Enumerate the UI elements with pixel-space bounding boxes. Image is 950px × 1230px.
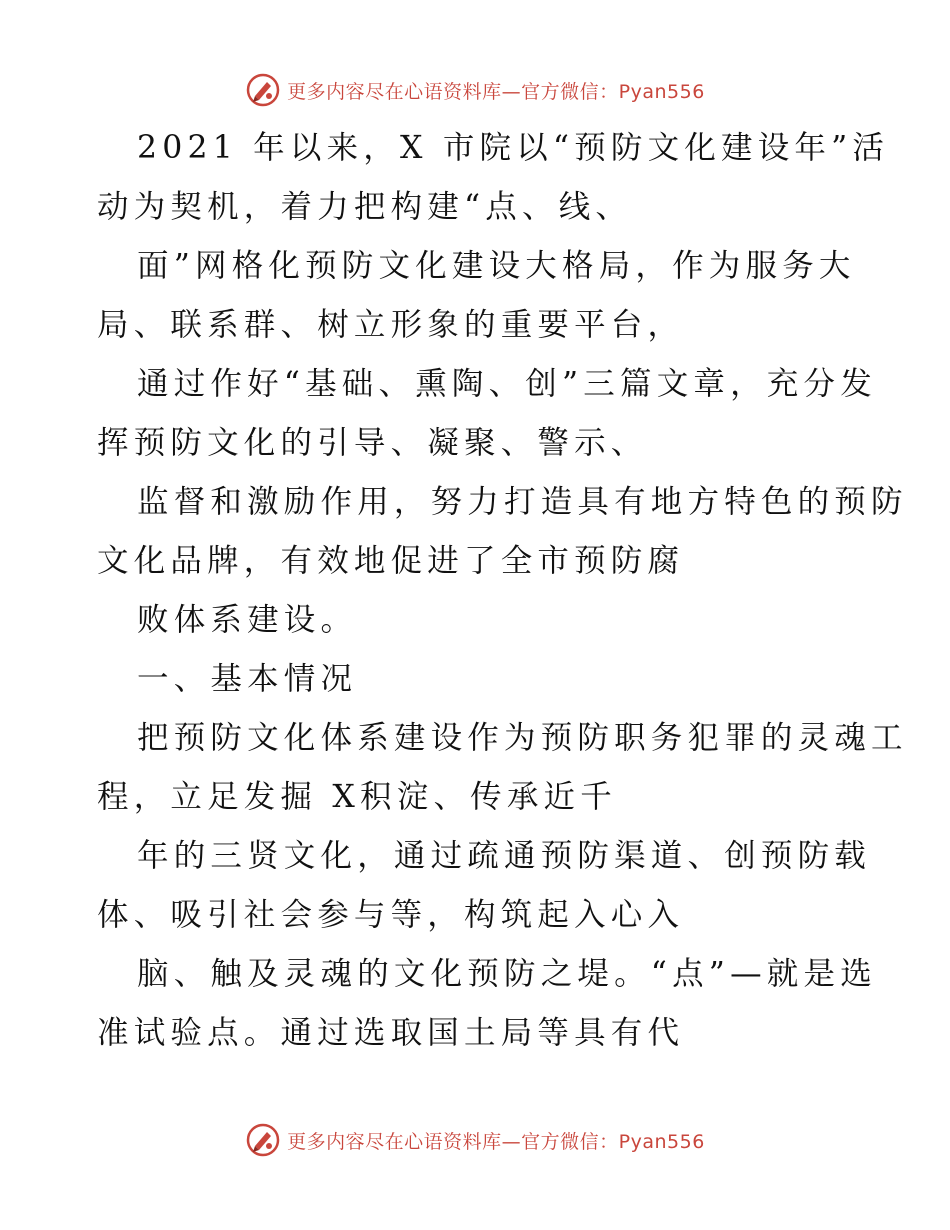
paragraph-line: 面”网格化预防文化建设大格局，作为服务大 <box>137 248 856 284</box>
paragraph-line: 体、吸引社会参与等，构筑起入心入 <box>97 897 685 933</box>
paragraph-line: 程，立足发掘 X积淀、传承近千 <box>97 779 617 815</box>
paragraph-line: 2021 年以来，X 市院以“预防文化建设年”活 <box>137 130 890 166</box>
watermark-site-text: 更多内容尽在心语资料库 <box>287 80 502 103</box>
watermark-wechat-text: 官方微信：Pyan556 <box>521 80 705 103</box>
pen-logo-icon <box>245 72 281 108</box>
watermark-text <box>287 77 705 104</box>
watermark-site-text: 更多内容尽在心语资料库 <box>287 1130 502 1153</box>
header-watermark <box>0 70 950 110</box>
watermark-group <box>245 1122 705 1158</box>
watermark-text <box>287 1127 705 1154</box>
paragraph-line: 通过作好“基础、熏陶、创”三篇文章，充分发 <box>137 366 877 402</box>
footer-watermark <box>0 1120 950 1160</box>
paragraph-line: 把预防文化体系建设作为预防职务犯罪的灵魂工 <box>137 720 908 756</box>
watermark-group <box>245 72 705 108</box>
paragraph-line: 脑、触及灵魂的文化预防之堤。“点”—就是选 <box>137 956 877 992</box>
paragraph-line: 挥预防文化的引导、凝聚、警示、 <box>97 425 648 461</box>
watermark-separator: — <box>501 80 522 103</box>
section-heading: 一、基本情况 <box>137 661 358 697</box>
paragraph-line: 年的三贤文化，通过疏通预防渠道、创预防载 <box>137 838 872 874</box>
paragraph-line: 监督和激励作用，努力打造具有地方特色的预防 <box>137 484 908 520</box>
paragraph-line: 动为契机，着力把构建“点、线、 <box>97 189 633 225</box>
paragraph-line: 败体系建设。 <box>137 602 358 638</box>
pen-logo-icon <box>245 1122 281 1158</box>
watermark-separator: — <box>501 1130 522 1153</box>
paragraph-line: 文化品牌，有效地促进了全市预防腐 <box>97 543 685 579</box>
watermark-wechat-text: 官方微信：Pyan556 <box>521 1130 705 1153</box>
paragraph-line: 准试验点。通过选取国土局等具有代 <box>97 1015 685 1051</box>
paragraph-line: 局、联系群、树立形象的重要平台， <box>97 307 685 343</box>
